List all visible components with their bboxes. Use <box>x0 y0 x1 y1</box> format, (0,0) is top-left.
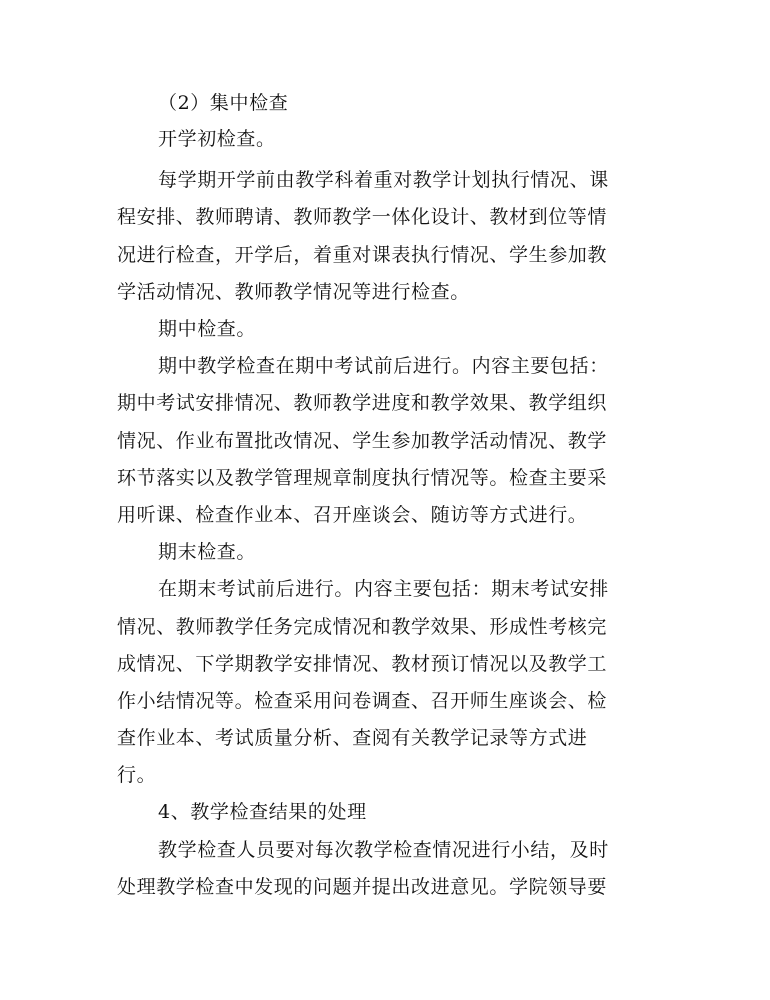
paragraph-line: 用听课、检查作业本、召开座谈会、随访等方式进行。 <box>117 504 588 526</box>
subheading-start-of-term-inspection: 开学初检查。 <box>158 128 276 150</box>
subheading-final-inspection: 期末检查。 <box>158 541 257 563</box>
paragraph-line: 作小结情况等。检查采用问卷调查、召开师生座谈会、检 <box>117 690 608 712</box>
section-heading-inspection-results: 4、教学检查结果的处理 <box>158 801 367 823</box>
section-heading-concentrated-inspection: （2）集中检查 <box>158 92 289 114</box>
paragraph-line: 教学检查人员要对每次教学检查情况进行小结，及时 <box>158 839 609 861</box>
paragraph-line: 成情况、下学期教学安排情况、教材预订情况以及教学工 <box>117 653 608 675</box>
paragraph-line: 查作业本、考试质量分析、查阅有关教学记录等方式进 <box>117 727 588 749</box>
paragraph-line: 行。 <box>117 764 157 786</box>
paragraph-line: 期中考试安排情况、教师教学进度和教学效果、教学组织 <box>117 392 608 414</box>
paragraph-line: 况进行检查，开学后，着重对课表执行情况、学生参加教 <box>117 244 608 266</box>
paragraph-line: 情况、教师教学任务完成情况和教学效果、形成性考核完 <box>117 616 608 638</box>
paragraph-line: 每学期开学前由教学科着重对教学计划执行情况、课 <box>158 169 609 191</box>
paragraph-line: 期中教学检查在期中考试前后进行。内容主要包括： <box>158 355 609 377</box>
paragraph-line: 处理教学检查中发现的问题并提出改进意见。学院领导要 <box>117 876 608 898</box>
subheading-midterm-inspection: 期中检查。 <box>158 318 257 340</box>
paragraph-line: 在期末考试前后进行。内容主要包括：期末考试安排 <box>158 578 609 600</box>
paragraph-line: 程安排、教师聘请、教师教学一体化设计、教材到位等情 <box>117 206 608 228</box>
paragraph-line: 情况、作业布置批改情况、学生参加教学活动情况、教学 <box>117 430 608 452</box>
paragraph-line: 环节落实以及教学管理规章制度执行情况等。检查主要采 <box>117 467 608 489</box>
paragraph-line: 学活动情况、教师教学情况等进行检查。 <box>117 281 470 303</box>
